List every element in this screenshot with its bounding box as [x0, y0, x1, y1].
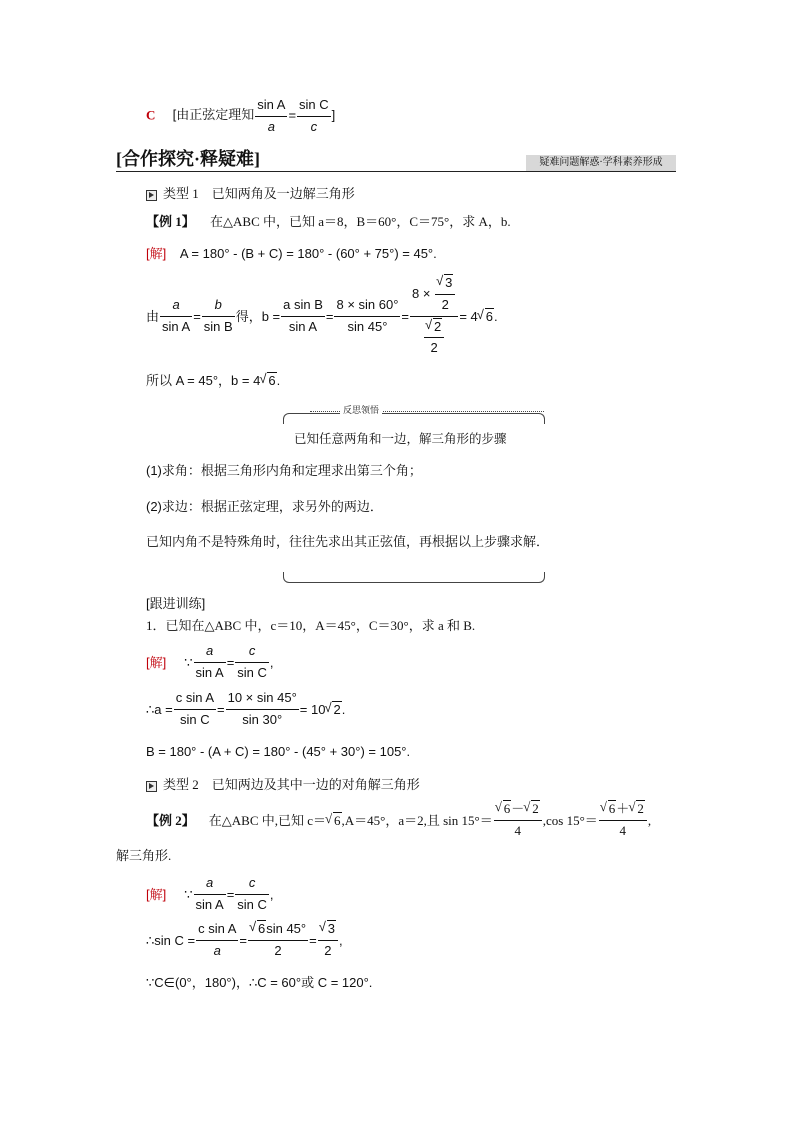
- sqrt-symbol: √ 6: [601, 802, 617, 817]
- answer-letter: C: [146, 107, 156, 123]
- reflection-bottom-bracket: [283, 572, 545, 583]
- solution-equation: 由 $\frac{a}{\text{sin A}}$ = $\frac{b}{\text{sin B}}$ 得，b = $\frac{\text{a sin B}}{\text{sin A}}$ = $\frac{8 \times \sin 60^\circ}{\sin 45^\circ}$ = 8 × √ $\frac{3}{2}$ √ $\frac{2}{2}$ = 4 √ 6 .: [146, 278, 498, 354]
- play-icon: [146, 190, 157, 201]
- answer-line: C [由正弦定理知 $\frac{\text{sin A}}{a}$ = $\frac{\text{sin C}}{c}$ ]: [146, 97, 336, 134]
- practice-solution-line-3: B = 180° - (A + C) = 180° - (45° + 30°) = 105°.: [146, 744, 411, 759]
- answer-text-open: [由正弦定理知: [172, 107, 255, 123]
- fraction: $\frac{\text{sin A}}{a}$: [257, 97, 286, 134]
- type2-solution-line-2: ∴sin C = $\frac{\text{c sin A}}{a}$ = √ $\frac{6\sin 45^\circ}{2}$ = √ $\frac{3}{2}$ ,: [146, 918, 343, 962]
- fraction: √ $\frac{6\sin 45^\circ}{2}$: [248, 922, 308, 959]
- fraction: $\frac{a}{\text{sin A}}$: [195, 642, 224, 680]
- sqrt-symbol: √ 2: [524, 802, 540, 817]
- section-divider: [116, 171, 676, 172]
- practice-question: 1．已知在△ABC 中，c＝10，A＝45°，C＝30°，求 a 和 B.: [146, 618, 476, 633]
- fraction: √ $\frac{2}{2}$: [424, 320, 444, 357]
- sqrt-symbol: √ 6: [478, 310, 494, 323]
- practice-solution-line-1: [解] ∵ $\frac{a}{\text{sin A}}$ = $\frac{c}{\text{sin C}}$ ,: [146, 642, 274, 680]
- example-tag: 【例 2】: [146, 812, 195, 828]
- fraction: $\frac{b}{\text{sin B}}$: [203, 296, 233, 334]
- type2-solution-line-1: [解] ∵ $\frac{a}{\text{sin A}}$ = $\frac{c}{\text{sin C}}$ ,: [146, 874, 274, 912]
- solution-line: [解] A = 180° - (B + C) = 180° - (60° + 75°) = 45°.: [146, 246, 437, 261]
- type2-heading: 类型 2 已知两边及其中一边的对角解三角形: [146, 778, 420, 792]
- sqrt-symbol: √ 6: [496, 802, 512, 817]
- fraction: $\frac{10 \times \sin 45^\circ}{\sin 30^\circ}$: [227, 689, 297, 727]
- sqrt-symbol: √ 3: [320, 922, 336, 937]
- conclusion-line: 所以 A = 45°，b = 4√ 6.: [146, 374, 280, 387]
- reflection-item-1: (1)求角：根据三角形内角和定理求出第三个角；: [146, 463, 422, 478]
- sqrt-symbol: √ 2: [325, 703, 341, 716]
- section-banner: 疑难问题解惑·学科素养形成: [526, 155, 676, 171]
- reflection-top-bracket: [283, 413, 545, 424]
- sqrt-symbol: √ 2: [629, 802, 645, 817]
- fraction: $\frac{c}{\text{sin C}}$: [237, 874, 267, 912]
- sqrt-symbol: √ 6: [250, 922, 266, 937]
- practice-tag: [跟进训练]: [146, 596, 206, 611]
- reflection-badge: 反思领悟: [340, 406, 382, 415]
- section-title: [合作探究·释疑难]: [116, 149, 260, 169]
- solution-tag: [解]: [146, 654, 167, 670]
- example-tag: 【例 1】: [146, 214, 195, 229]
- reflection-note: 已知内角不是特殊角时，往往先求出其正弦值，再根据以上步骤求解．: [146, 534, 550, 549]
- type2-solution-line-3: ∵C∈(0°，180°)，∴C = 60°或 C = 120°.: [146, 975, 373, 990]
- fraction: $\frac{a}{\text{sin A}}$: [162, 296, 191, 334]
- fraction: $\frac{\text{sin C}}{c}$: [299, 97, 329, 134]
- type1-heading: 类型 1 已知两角及一边解三角形: [146, 187, 355, 201]
- sqrt-symbol: √ 3: [437, 276, 453, 291]
- sqrt-symbol: √ 2: [426, 320, 442, 335]
- play-icon: [146, 781, 157, 792]
- example-text: 在△ABC 中，已知 a＝8，B＝60°，C＝75°，求 A，b.: [210, 214, 511, 229]
- sqrt-symbol: √ 6: [260, 374, 276, 387]
- reflection-item-2: (2)求边：根据正弦定理，求另外的两边．: [146, 499, 383, 514]
- example2-continued: 解三角形.: [116, 848, 172, 863]
- fraction: √ $\frac{3}{2}$: [435, 276, 455, 313]
- fraction: $\frac{8 \times \sin 60^\circ}{\sin 45^\circ}$: [336, 296, 399, 334]
- answer-text-close: ]: [331, 107, 336, 123]
- fraction: √ $\frac{6+√ 2}{4}$: [599, 802, 647, 839]
- fraction: $\frac{c}{\text{sin C}}$: [237, 642, 267, 680]
- solution-tag: [解]: [146, 246, 167, 261]
- compound-fraction: 8 × √ $\frac{3}{2}$ √ $\frac{2}{2}$: [410, 276, 458, 357]
- fraction: $\frac{a}{\text{sin A}}$: [195, 874, 224, 912]
- fraction: √ $\frac{6-√ 2}{4}$: [494, 802, 542, 839]
- fraction: $\frac{\text{c sin A}}{\text{sin C}}$: [175, 689, 215, 727]
- fraction: $\frac{\text{a sin B}}{\text{sin A}}$: [283, 296, 323, 334]
- solution-tag: [解]: [146, 886, 167, 902]
- practice-solution-line-2: ∴a = $\frac{\text{c sin A}}{\text{sin C}}$ = $\frac{10 \times \sin 45^\circ}{\sin 30^\circ}$ = 10 √ 2 .: [146, 689, 345, 729]
- sqrt-symbol: √ 6: [326, 814, 342, 827]
- example2: 【例 2】 在△ABC 中,已知 c＝ √ 6 ,A＝45°，a＝2,且 sin 15°＝ √ $\frac{6-√ 2}{4}$ ,cos 15°＝ √ $\frac{6+√ 2}{4}$ ,: [146, 800, 651, 840]
- fraction: $\frac{\text{c sin A}}{a}$: [198, 920, 237, 958]
- reflection-heading: 已知任意两角和一边，解三角形的步骤: [294, 432, 507, 446]
- example1: [146, 215, 511, 228]
- fraction: √ $\frac{3}{2}$: [318, 922, 338, 959]
